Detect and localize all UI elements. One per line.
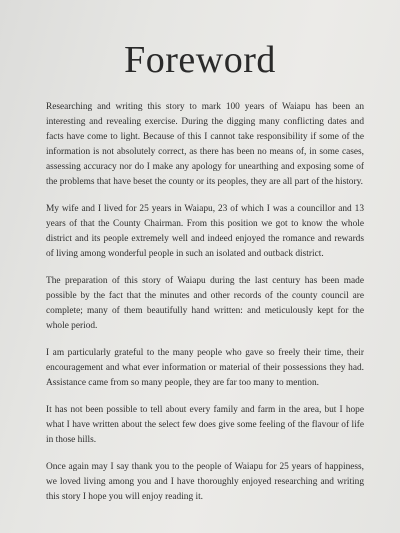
paragraph: My wife and I lived for 25 years in Waiapu, 23 of which I was a councillor and 13 years of that the County Chairman. From this position we got to know the whole district and its people extremely well and indeed enjoyed the romance and rewards of living among wonderful people in such an isolated and outback district. [46, 204, 364, 259]
paragraph: It has not been possible to tell about every family and farm in the area, but I hope what I have written about the select few does give some feeling of the flavour of life in those hills. [46, 405, 364, 445]
page-title: Foreword [124, 39, 276, 81]
paragraph: Researching and writing this story to mark 100 years of Waiapu has been an interesting and revealing exercise. During the digging many conflicting dates and facts have come to light. Because of this I cannot take responsibility if some of the information is not absolutely correct, as there has been no means of, in some cases, assessing accuracy nor do I make any apology for unearthing and exposing some of the problems that have beset the county or its peoples, they are all part of the history. [46, 102, 364, 187]
paragraph: Once again may I say thank you to the people of Waiapu for 25 years of happiness, we loved living among you and I have thoroughly enjoyed researching and writing this story I hope you will enjoy reading it. [46, 462, 364, 502]
foreword-body [46, 100, 364, 517]
paragraph: I am particularly grateful to the many people who gave so freely their time, their encouragement and what ever information or material of their possessions they had. Assistance came from so many people, they are far too many to mention. [46, 348, 364, 388]
paragraph: The preparation of this story of Waiapu during the last century has been made possible by the fact that the minutes and other records of the county council are complete; many of them beautifully hand written: and meticulously kept for the whole period. [46, 276, 364, 331]
